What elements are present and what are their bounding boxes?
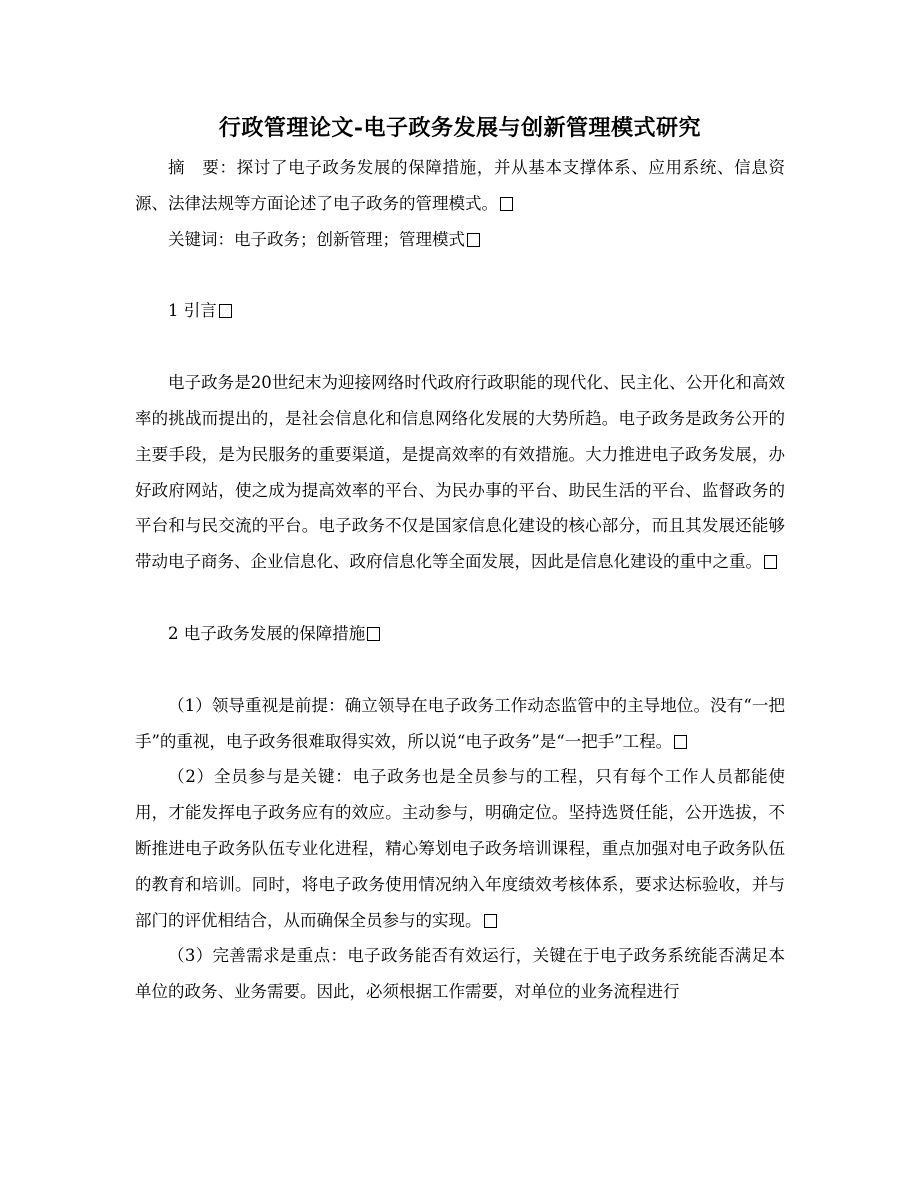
placeholder-box-icon: [467, 233, 480, 247]
blank-line: [135, 652, 785, 688]
blank-line: [135, 329, 785, 365]
blank-line: [135, 580, 785, 616]
placeholder-box-icon: [500, 197, 513, 211]
placeholder-box-icon: [484, 914, 497, 928]
blank-line: [135, 257, 785, 293]
placeholder-box-icon: [674, 735, 687, 749]
document-title: 行政管理论文-电子政务发展与创新管理模式研究: [218, 115, 702, 141]
section2-heading: [135, 616, 785, 652]
item-1-paragraph: [135, 688, 785, 760]
abstract-paragraph: [135, 150, 785, 222]
section1-body-text: 电子政务是20世纪末为迎接网络时代政府行政职能的现代化、民主化、公开化和高效率的挑战而提出的，是社会信息化和信息网络化发展的大势所趋。电子政务是政务公开的主要手段，是为民服务的重要渠道，是提高效率的有效措施。大力推进电子政务发展，办好政府网站，使之成为提高效率的平台、为民办事的平台、助民生活的平台、监督政务的平台和与民交流的平台。电子政务不仅是国家信息化建设的核心部分，而且其发展还能够带动电子商务、企业信息化、政府信息化等全面发展，因此是信息化建设的重中之重。: [135, 373, 785, 572]
item-2-text: （2）全员参与是关键：电子政务也是全员参与的工程，只有每个工作人员都能使用，才能发挥电子政务应有的效应。主动参与，明确定位。坚持选贤任能，公开选拔，不断推进电子政务队伍专业化进程，精心筹划电子政务培训课程，重点加强对电子政务队伍的教育和培训。同时，将电子政务使用情况纳入年度绩效考核体系，要求达标验收，并与部门的评优相结合，从而确保全员参与的实现。: [135, 767, 785, 930]
item-3-paragraph: [135, 938, 785, 1010]
item-1-text: （1）领导重视是前提：确立领导在电子政务工作动态监管中的主导地位。没有“一把手”的重视，电子政务很难取得实效，所以说“电子政务”是“一把手”工程。: [135, 695, 785, 751]
item-2-paragraph: [135, 759, 785, 938]
placeholder-box-icon: [219, 304, 232, 318]
section1-body: [135, 365, 785, 580]
placeholder-box-icon: [367, 627, 380, 641]
abstract-text: 摘 要：探讨了电子政务发展的保障措施，并从基本支撑体系、应用系统、信息资源、法律法规等方面论述了电子政务的管理模式。: [135, 158, 785, 213]
section1-heading: [135, 293, 785, 329]
item-3-text: （3）完善需求是重点：电子政务能否有效运行，关键在于电子政务系统能否满足本单位的政务、业务需要。因此，必须根据工作需要，对单位的业务流程进行: [135, 946, 785, 1002]
section1-heading-text: 1 引言: [168, 301, 217, 321]
keywords-paragraph: [135, 222, 785, 258]
placeholder-box-icon: [764, 555, 777, 569]
section2-heading-text: 2 电子政务发展的保障措施: [168, 623, 366, 643]
document-page: [135, 108, 785, 1010]
keywords-text: 关键词：电子政务；创新管理；管理模式: [168, 229, 465, 249]
